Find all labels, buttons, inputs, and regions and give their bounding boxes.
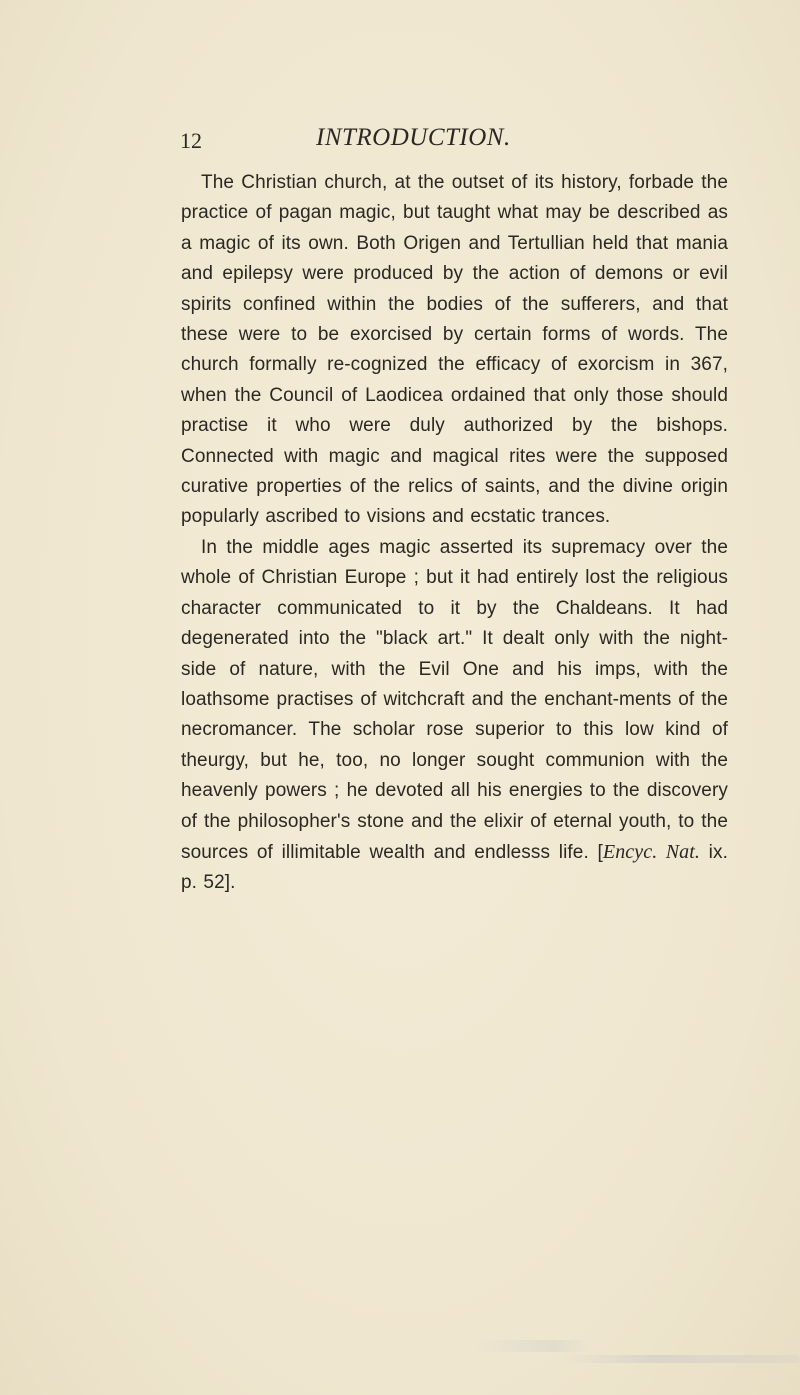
paragraph: The Christian church, at the outset of its history, forbade the practice of pagan magic, but taught what may be described as a magic of its own. Both Origen and Tertullian held that mania and epilepsy were produced by the action of demons or evil spirits confined within the bodies of the sufferers, and that these were to be exorcised by certain forms of words. The church formally re-cognized the efficacy of exorcism in 367, when the Council of Laodicea ordained that only those should practise it who were duly authorized by the bishops. Connected with magic and magical rites were the supposed curative properties of the relics of saints, and the divine origin popularly ascribed to visions and ecstatic trances. xyxy=(181,172,728,528)
page-number: 12 xyxy=(180,128,202,153)
paragraph xyxy=(181,533,728,899)
paper-stain xyxy=(470,1340,590,1352)
running-head: INTRODUCTION. xyxy=(316,124,511,151)
citation-title: Encyc. Nat. xyxy=(602,840,701,863)
citation-reference: ix. p. 52]. xyxy=(181,841,728,894)
citation-bracket: [ xyxy=(597,841,603,863)
body-text xyxy=(181,168,728,899)
page-header xyxy=(180,124,740,164)
paper-stain xyxy=(560,1355,800,1363)
paragraph-text: In the middle ages magic asserted its supremacy over the whole of Christian Europe ; but it had entirely lost the religious character communicated to it by the Chaldeans. It had degenerated into the "black art." It dealt only with the night-side of nature, with the Evil One and his imps, with the loathsome practises of witchcraft and the enchant-ments of the necromancer. The scholar rose superior to this low kind of theurgy, but he, too, no longer sought communion with the heavenly powers ; he devoted all his energies to the discovery of the philosopher's stone and the elixir of eternal youth, to the sources of illimitable wealth and endlesss life. xyxy=(181,536,728,863)
